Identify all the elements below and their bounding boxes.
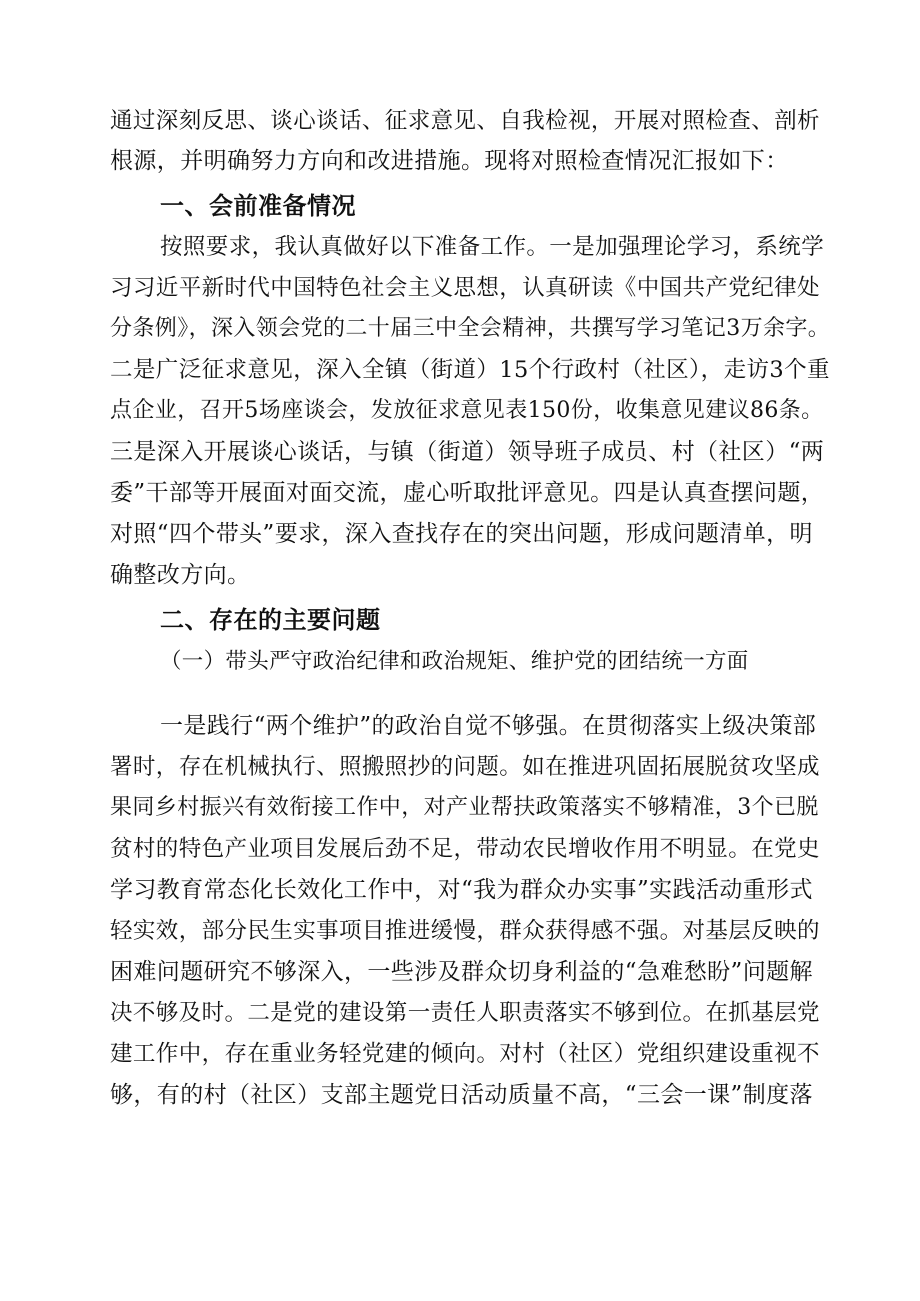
paragraph-line: 根源，并明确努力方向和改进措施。现将对照检查情况汇报如下： — [110, 148, 789, 174]
paragraph-line: 决不够及时。二是党的建设第一责任人职责落实不够到位。在抓基层党 — [110, 1000, 820, 1026]
paragraph-line: 确整改方向。 — [110, 562, 251, 588]
paragraph-line: 按照要求，我认真做好以下准备工作。一是加强理论学习，系统学 — [160, 234, 825, 260]
section-heading: 一、会前准备情况 — [160, 192, 356, 220]
paragraph-line: 委”干部等开展面对面交流，虚心听取批评意见。四是认真查摆问题， — [110, 480, 825, 506]
paragraph-line: 贫村的特色产业项目发展后劲不足，带动农民增收作用不明显。在党史 — [110, 836, 820, 862]
paragraph-line: 通过深刻反思、谈心谈话、征求意见、自我检视，开展对照检查、剖析 — [110, 108, 820, 134]
paragraph-line: 三是深入开展谈心谈话，与镇（街道）领导班子成员、村（社区）“两 — [110, 439, 825, 465]
paragraph-line: 点企业，召开5场座谈会，发放征求意见表150份，收集意见建议86条。 — [110, 398, 824, 423]
paragraph-line: 学习教育常态化长效化工作中，对“我为群众办实事”实践活动重形式 — [110, 877, 813, 903]
paragraph-line: 一是践行“两个维护”的政治自觉不够强。在贯彻落实上级决策部 — [160, 713, 817, 739]
paragraph-line: 对照“四个带头”要求，深入查找存在的突出问题，形成问题清单，明 — [110, 521, 813, 547]
paragraph-line: 习习近平新时代中国特色社会主义思想，认真研读《中国共产党纪律处 — [110, 275, 820, 301]
paragraph-line: 建工作中，存在重业务轻党建的倾向。对村（社区）党组织建设重视不 — [110, 1041, 820, 1067]
paragraph-line: 分条例》，深入领会党的二十届三中全会精神，共撰写学习笔记3万余字。 — [110, 316, 831, 341]
subsection-heading: （一）带头严守政治纪律和政治规矩、维护党的团结统一方面 — [160, 649, 749, 674]
section-heading: 二、存在的主要问题 — [160, 606, 381, 634]
paragraph-line: 署时，存在机械执行、照搬照抄的问题。如在推进巩固拓展脱贫攻坚成 — [110, 754, 820, 780]
paragraph-line: 果同乡村振兴有效衔接工作中，对产业帮扶政策落实不够精准，3个已脱 — [110, 795, 819, 820]
paragraph-line: 轻实效，部分民生实事项目推进缓慢，群众获得感不强。对基层反映的 — [110, 918, 820, 944]
paragraph-line: 困难问题研究不够深入，一些涉及群众切身利益的“急难愁盼”问题解 — [110, 959, 813, 985]
paragraph-line: 够，有的村（社区）支部主题党日活动质量不高，“三会一课”制度落 — [110, 1082, 813, 1108]
paragraph-line: 二是广泛征求意见，深入全镇（街道）15个行政村（社区），走访3个重 — [110, 357, 830, 383]
